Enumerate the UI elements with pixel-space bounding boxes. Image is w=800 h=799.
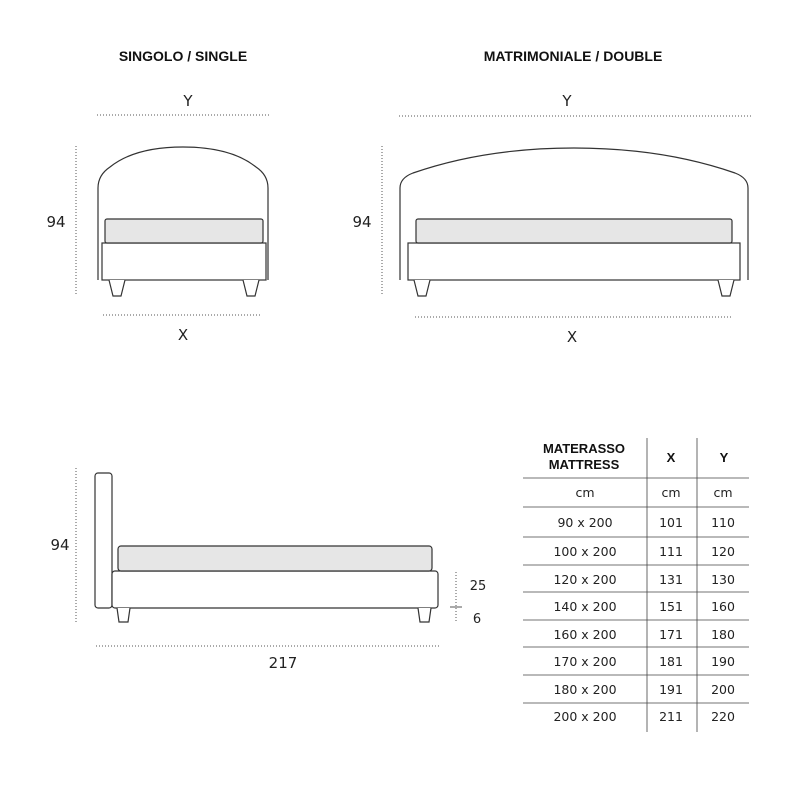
table-row bbox=[557, 515, 735, 530]
table-unit-x: cm bbox=[661, 485, 681, 500]
single-mattress bbox=[105, 219, 263, 243]
table-cell-x: 211 bbox=[659, 709, 683, 724]
table-cell-x: 131 bbox=[659, 572, 683, 587]
table-cell-mattress: 200 x 200 bbox=[553, 709, 617, 724]
single-right-leg bbox=[243, 280, 259, 296]
double-left-leg bbox=[414, 280, 430, 296]
side-leg-height-label: 6 bbox=[472, 612, 482, 627]
table-header-mattress-it: MATERASSO bbox=[542, 441, 626, 456]
double-title: MATRIMONIALE / DOUBLE bbox=[483, 48, 663, 64]
double-mattress bbox=[416, 219, 732, 243]
table-row bbox=[553, 599, 735, 614]
side-frame-height-label: 25 bbox=[469, 579, 487, 594]
table-unit-mattress: cm bbox=[575, 485, 595, 500]
table-row bbox=[553, 572, 735, 587]
single-left-leg bbox=[109, 280, 125, 296]
side-front-leg bbox=[117, 608, 130, 622]
table-cell-mattress: 180 x 200 bbox=[553, 682, 617, 697]
table-cell-y: 220 bbox=[711, 709, 735, 724]
table-cell-x: 171 bbox=[659, 627, 683, 642]
side-height-label: 94 bbox=[50, 536, 70, 554]
side-bed-view bbox=[50, 468, 486, 672]
table-cell-x: 191 bbox=[659, 682, 683, 697]
double-width-label: Y bbox=[562, 92, 572, 110]
table-cell-x: 101 bbox=[659, 515, 683, 530]
table-cell-x: 181 bbox=[659, 654, 683, 669]
single-width-label: Y bbox=[183, 92, 193, 110]
table-cell-mattress: 120 x 200 bbox=[553, 572, 617, 587]
table-cell-mattress: 140 x 200 bbox=[553, 599, 617, 614]
double-right-leg bbox=[718, 280, 734, 296]
double-bed-view bbox=[352, 48, 752, 346]
table-unit-y: cm bbox=[713, 485, 733, 500]
table-header-mattress-en: MATTRESS bbox=[548, 457, 620, 472]
side-length-label: 217 bbox=[268, 654, 298, 672]
table-cell-y: 180 bbox=[711, 627, 735, 642]
table-header-y: Y bbox=[719, 450, 729, 465]
table-cell-y: 200 bbox=[711, 682, 735, 697]
side-back-leg bbox=[418, 608, 431, 622]
side-headboard bbox=[95, 473, 112, 608]
single-height-label: 94 bbox=[46, 213, 66, 231]
table-cell-y: 130 bbox=[711, 572, 735, 587]
table-row bbox=[553, 627, 735, 642]
single-depth-label: X bbox=[177, 326, 189, 344]
dimensions-table bbox=[523, 438, 749, 732]
table-cell-y: 120 bbox=[711, 544, 735, 559]
single-bed-frame bbox=[102, 243, 266, 280]
double-depth-label: X bbox=[566, 328, 578, 346]
single-title: SINGOLO / SINGLE bbox=[118, 48, 248, 64]
table-row bbox=[553, 544, 735, 559]
table-row bbox=[553, 654, 735, 669]
table-cell-y: 160 bbox=[711, 599, 735, 614]
single-bed-view bbox=[46, 48, 270, 344]
table-cell-y: 110 bbox=[711, 515, 735, 530]
double-height-label: 94 bbox=[352, 213, 372, 231]
table-cell-mattress: 100 x 200 bbox=[553, 544, 617, 559]
table-cell-y: 190 bbox=[711, 654, 735, 669]
table-cell-x: 111 bbox=[659, 544, 683, 559]
table-cell-mattress: 170 x 200 bbox=[553, 654, 617, 669]
side-bed-frame bbox=[112, 571, 438, 608]
double-bed-frame bbox=[408, 243, 740, 280]
table-cell-x: 151 bbox=[659, 599, 683, 614]
table-row bbox=[553, 709, 735, 724]
table-cell-mattress: 160 x 200 bbox=[553, 627, 617, 642]
table-cell-mattress: 90 x 200 bbox=[557, 515, 613, 530]
side-mattress bbox=[118, 546, 432, 571]
table-header-x: X bbox=[666, 450, 676, 465]
table-row bbox=[553, 682, 735, 697]
